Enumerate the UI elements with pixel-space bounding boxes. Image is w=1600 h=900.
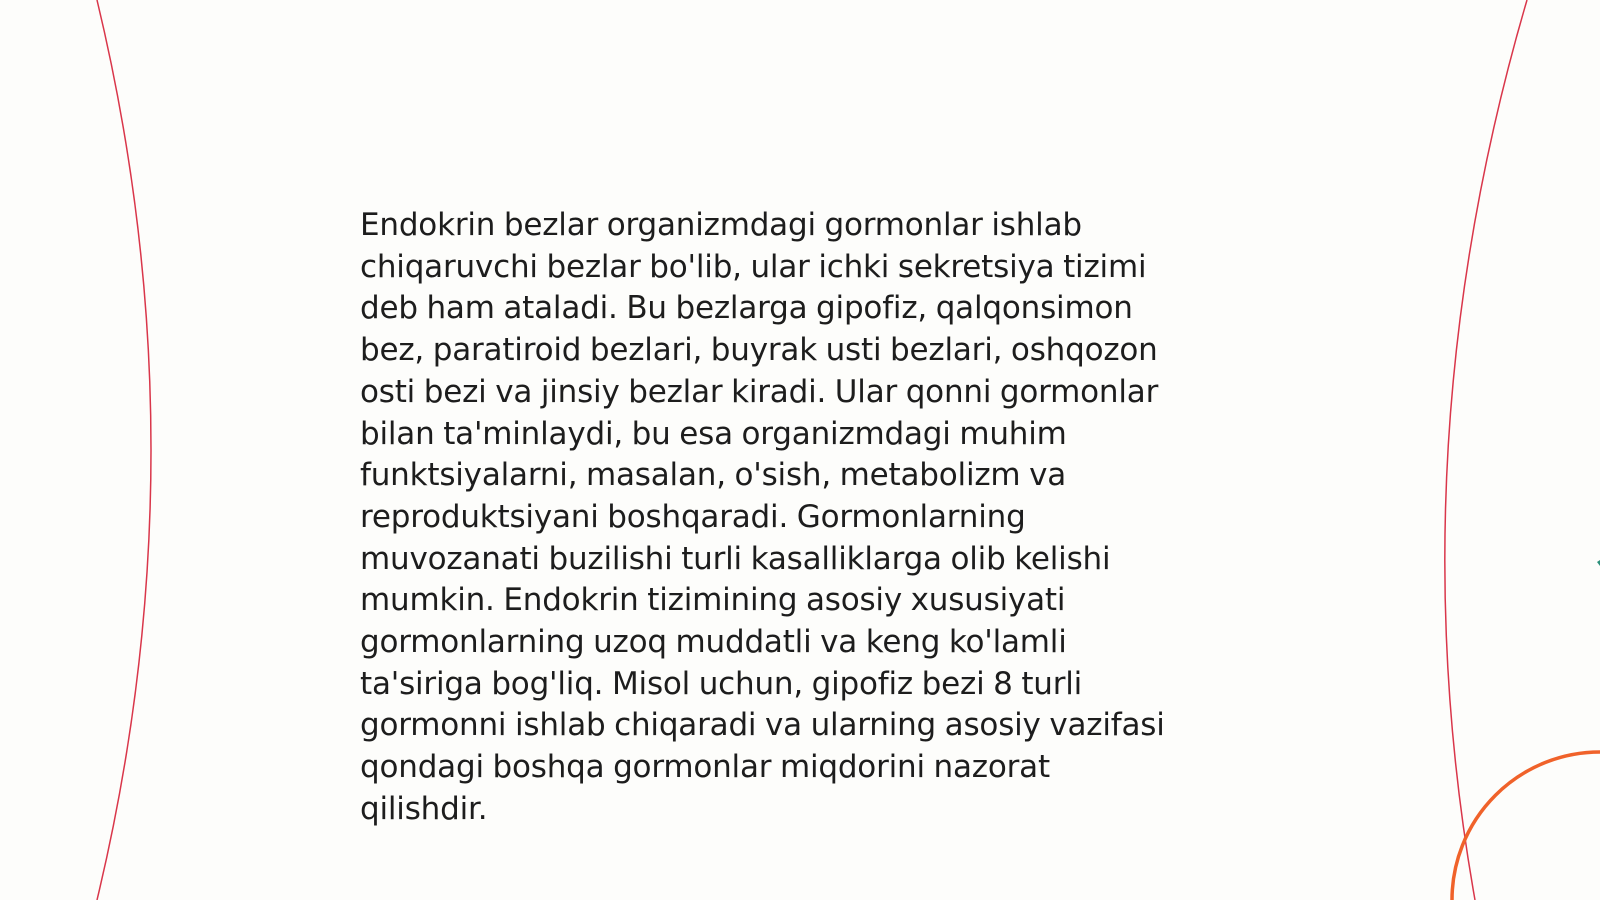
paragraph-line: ta'siriga bog'liq. Misol uchun, gipofiz bezi 8 turli <box>360 665 1083 702</box>
paragraph-line: qondagi boshqa gormonlar miqdorini nazorat <box>360 749 1050 786</box>
paragraph-line: muvozanati buzilishi turli kasalliklarga olib kelishi <box>360 540 1111 577</box>
paragraph-line: bilan ta'minlaydi, bu esa organizmdagi muhim <box>360 415 1067 452</box>
paragraph-line: osti bezi va jinsiy bezlar kiradi. Ular qonni gormonlar <box>360 373 1159 410</box>
paragraph-line: reproduktsiyani boshqaradi. Gormonlarning <box>360 498 1026 535</box>
paragraph-line: gormonlarning uzoq muddatli va keng ko'lamli <box>360 624 1067 661</box>
corner-circle-decoration <box>1452 752 1600 900</box>
paragraph-line: chiqaruvchi bezlar bo'lib, ular ichki sekretsiya tizimi <box>360 248 1147 285</box>
paragraph-line: gormonni ishlab chiqaradi va ularning asosiy vazifasi <box>360 707 1165 744</box>
paragraph-line: funktsiyalarni, masalan, o'sish, metabolizm va <box>360 457 1067 494</box>
right-arc-decoration <box>1445 0 1527 900</box>
paragraph-line: Endokrin bezlar organizmdagi gormonlar ishlab <box>360 207 1082 243</box>
left-arc-decoration <box>97 0 151 900</box>
paragraph-line: bez, paratiroid bezlari, buyrak usti bezlari, oshqozon <box>360 332 1158 369</box>
paragraph-line: deb ham ataladi. Bu bezlarga gipofiz, qalqonsimon <box>360 290 1133 327</box>
paragraph-line: qilishdir. <box>360 790 488 827</box>
body-paragraph <box>360 205 1220 831</box>
paragraph-line: mumkin. Endokrin tizimining asosiy xususiyati <box>360 582 1066 619</box>
